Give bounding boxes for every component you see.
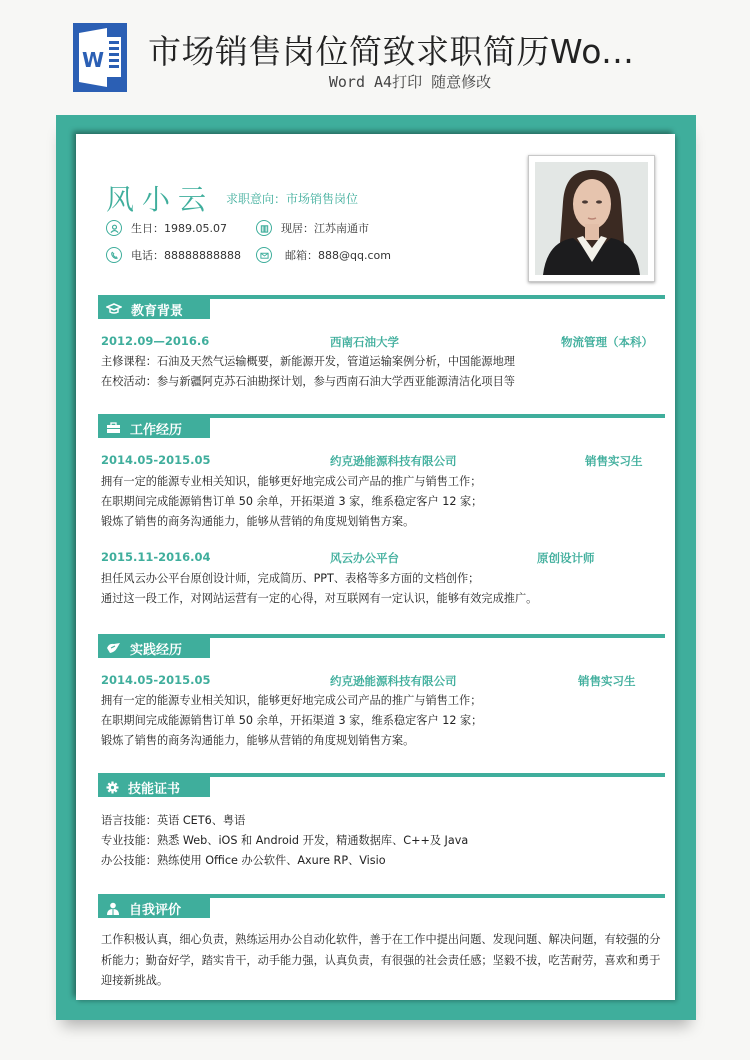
period: 2015.11-2016.04 xyxy=(101,550,211,564)
phone-text: 电话：88888888888 xyxy=(131,249,241,262)
work-entry-1-line: 锻炼了销售的商务沟通能力，能够从营销的角度规划销售方案。 xyxy=(101,515,415,528)
work-entry-1-header xyxy=(101,453,656,469)
period: 2012.09—2016.6 xyxy=(101,334,210,348)
self-evaluation-text: 工作积极认真，细心负责，熟练运用办公自动化软件，善于在工作中提出问题、发现问题、解决问题，有较强的分析能力；勤奋好学，踏实肯干，动手能力强，认真负责，有很强的社会责任感；坚毅不拔，吃苦耐劳，喜欢和勇于迎接新挑战。 xyxy=(101,933,661,987)
handshake-icon xyxy=(106,642,121,654)
role: 销售实习生 xyxy=(578,674,636,688)
skill-language: 语言技能：英语 CET6、粤语 xyxy=(101,814,246,827)
section-title: 教育背景 xyxy=(131,303,184,319)
mail-icon xyxy=(256,247,272,263)
profile-photo xyxy=(528,155,655,282)
skill-office: 办公技能：熟练使用 Office 办公软件、Axure RP、Visio xyxy=(101,854,386,867)
period: 2014.05-2015.05 xyxy=(101,453,211,467)
gear-icon xyxy=(106,781,119,794)
phone-icon xyxy=(106,247,122,263)
section-skills-header xyxy=(98,773,665,797)
job-intent: 求职意向：市场销售岗位 xyxy=(226,192,359,206)
role: 销售实习生 xyxy=(585,454,643,468)
residence-text: 现居：江苏南通市 xyxy=(281,222,369,235)
practice-entry-header xyxy=(101,673,656,689)
graduation-cap-icon xyxy=(106,303,122,315)
practice-line: 锻炼了销售的商务沟通能力，能够从营销的角度规划销售方案。 xyxy=(101,734,415,747)
school: 西南石油大学 xyxy=(330,335,399,349)
info-phone xyxy=(106,247,241,263)
practice-line: 在职期间完成能源销售订单 50 余单，开拓渠道 3 家，维系稳定客户 12 家； xyxy=(101,714,483,727)
document-subtitle: Word A4打印 随意修改 xyxy=(328,73,492,91)
person-icon xyxy=(106,902,120,915)
work-entry-2-line: 通过这一段工作，对网站运营有一定的心得，对互联网有一定认识，能够有效完成推广。 xyxy=(101,592,538,605)
user-icon xyxy=(106,220,122,236)
company: 约克逊能源科技有限公司 xyxy=(330,454,457,468)
education-courses: 主修课程：石油及天然气运输概要，新能源开发，管道运输案例分析，中国能源地理 xyxy=(101,355,515,368)
period: 2014.05-2015.05 xyxy=(101,673,211,687)
info-birthday xyxy=(106,220,227,236)
email-text: 邮箱：888@qq.com xyxy=(285,249,391,262)
section-practice-header xyxy=(98,634,665,658)
company: 约克逊能源科技有限公司 xyxy=(330,674,457,688)
work-entry-1-line: 拥有一定的能源专业相关知识，能够更好地完成公司产品的推广与销售工作； xyxy=(101,475,482,488)
resume-page xyxy=(76,134,675,1000)
word-icon xyxy=(73,23,127,92)
section-title: 工作经历 xyxy=(130,422,183,438)
info-residence xyxy=(256,220,369,236)
education-activities: 在校活动：参与新疆阿克苏石油勘探计划，参与西南石油大学西亚能源清洁化项目等 xyxy=(101,375,515,388)
birthday-text: 生日：1989.05.07 xyxy=(131,222,227,235)
education-entry-header xyxy=(101,334,656,350)
building-icon xyxy=(256,220,272,236)
section-education-header xyxy=(98,295,665,319)
company: 风云办公平台 xyxy=(330,551,399,565)
section-title: 实践经历 xyxy=(130,642,183,658)
role: 原创设计师 xyxy=(537,551,595,565)
candidate-name: 风小云 xyxy=(106,183,215,216)
skill-professional: 专业技能：熟悉 Web、iOS 和 Android 开发，精通数据库、C++及 Java xyxy=(101,834,469,847)
section-title: 自我评价 xyxy=(129,902,182,918)
section-self-header xyxy=(98,894,665,918)
document-title: 市场销售岗位简致求职简历Wo... xyxy=(148,32,635,71)
info-email xyxy=(256,247,391,263)
work-entry-1-line: 在职期间完成能源销售订单 50 余单，开拓渠道 3 家，维系稳定客户 12 家； xyxy=(101,495,483,508)
work-entry-2-line: 担任风云办公平台原创设计师，完成简历、PPT、表格等多方面的文档创作； xyxy=(101,572,480,585)
svg-text:W: W xyxy=(82,48,105,72)
section-title: 技能证书 xyxy=(128,781,181,797)
practice-line: 拥有一定的能源专业相关知识，能够更好地完成公司产品的推广与销售工作； xyxy=(101,694,482,707)
section-work-header xyxy=(98,414,665,438)
major: 物流管理（本科） xyxy=(561,335,653,349)
briefcase-icon xyxy=(106,422,121,434)
listing-header xyxy=(0,0,750,110)
resume-frame xyxy=(56,115,696,1020)
work-entry-2-header xyxy=(101,550,656,566)
